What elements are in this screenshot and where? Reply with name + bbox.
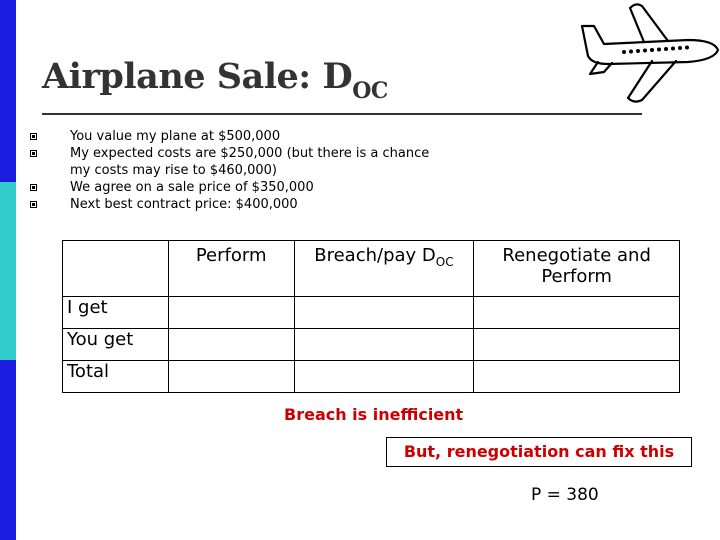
- left-stripe-middle: [0, 182, 16, 360]
- table-cell: [168, 361, 294, 393]
- table-cell: [474, 297, 680, 329]
- table-header-row: [63, 241, 680, 297]
- table-cell: [294, 361, 474, 393]
- row-label: Total: [63, 361, 169, 393]
- table-corner-cell: [63, 241, 169, 297]
- bullet-item: [30, 128, 450, 145]
- note-renegotiation-box: But, renegotiation can fix this: [386, 437, 692, 467]
- note-breach-inefficient: Breach is inefficient: [284, 405, 464, 424]
- table-row: [63, 329, 680, 361]
- row-label: I get: [63, 297, 169, 329]
- table-cell: [474, 329, 680, 361]
- row-label: You get: [63, 329, 169, 361]
- table-row: [63, 361, 680, 393]
- table-cell: [474, 361, 680, 393]
- left-stripe-top: [0, 0, 16, 182]
- left-stripe-bottom: [0, 360, 16, 540]
- outcome-table: [62, 240, 680, 393]
- table-row: [63, 297, 680, 329]
- square-bullet-icon: [30, 133, 37, 140]
- bullet-list: [30, 128, 450, 213]
- price-label: P = 380: [531, 485, 599, 505]
- header-renegotiate: Renegotiate and Perform: [474, 241, 680, 297]
- table-cell: [168, 329, 294, 361]
- bullet-item: [30, 196, 450, 213]
- bullet-text: Next best contract price: $400,000: [70, 197, 298, 212]
- bullet-item: [30, 145, 450, 179]
- bullet-item: [30, 179, 450, 196]
- header-breach-subscript: OC: [435, 255, 454, 269]
- bullet-text: My expected costs are $250,000 (but there is a chance my costs may rise to $460,000): [70, 146, 430, 178]
- bullet-text: You value my plane at $500,000: [70, 129, 281, 144]
- title-main: Airplane Sale: D: [42, 56, 353, 97]
- header-breach: [294, 241, 474, 297]
- header-breach-main: Breach/pay D: [314, 245, 436, 266]
- table-cell: [294, 329, 474, 361]
- square-bullet-icon: [30, 150, 37, 157]
- header-perform: Perform: [168, 241, 294, 297]
- slide-title: [42, 56, 388, 104]
- table-cell: [168, 297, 294, 329]
- title-subscript: OC: [352, 78, 388, 104]
- square-bullet-icon: [30, 184, 37, 191]
- airplane-icon: [568, 0, 720, 112]
- bullet-text: We agree on a sale price of $350,000: [70, 180, 314, 195]
- table-cell: [294, 297, 474, 329]
- title-underline: [42, 113, 642, 115]
- square-bullet-icon: [30, 201, 37, 208]
